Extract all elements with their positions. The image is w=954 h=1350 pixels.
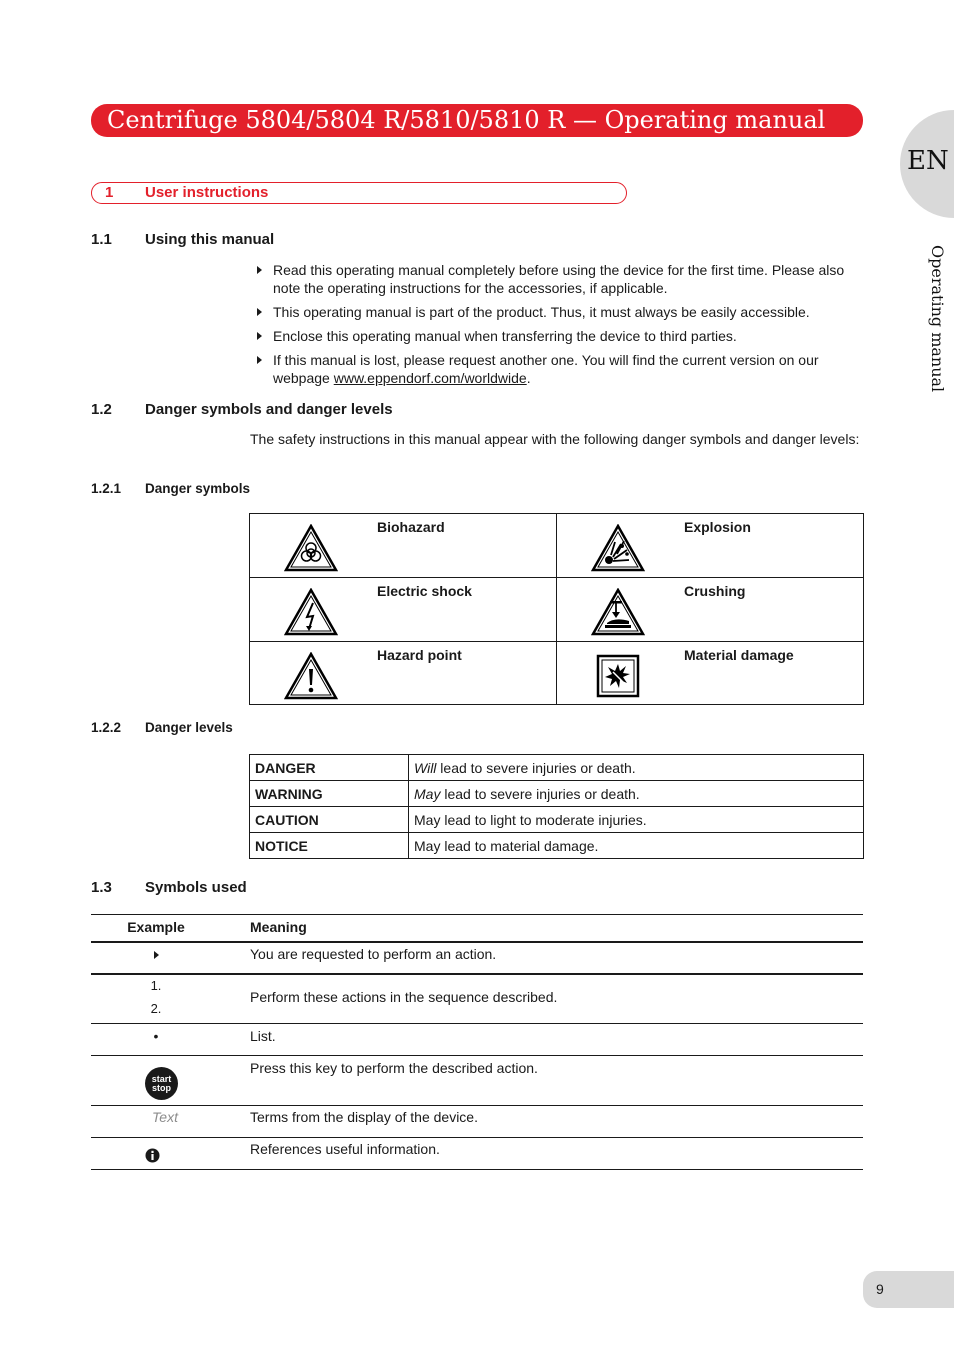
table-row bbox=[250, 781, 864, 807]
example-step-1: 1. bbox=[150, 978, 162, 993]
chapter-heading bbox=[91, 182, 627, 204]
level-key: WARNING bbox=[250, 781, 409, 807]
display-text-example: Text bbox=[152, 1109, 178, 1125]
danger-symbol-cell bbox=[557, 578, 863, 641]
list-bullet-icon: • bbox=[153, 1028, 159, 1044]
table-rule bbox=[91, 941, 863, 943]
info-icon bbox=[145, 1148, 160, 1163]
danger-levels-table bbox=[249, 754, 864, 859]
chapter-number: 1 bbox=[105, 184, 114, 201]
level-description bbox=[409, 781, 864, 807]
key-label-bottom: stop bbox=[152, 1083, 171, 1093]
table-rule bbox=[91, 1023, 863, 1024]
symbol-label: Crushing bbox=[684, 583, 746, 599]
danger-symbol-cell bbox=[557, 642, 863, 705]
meaning-text: You are requested to perform an action. bbox=[250, 946, 497, 962]
column-header-example: Example bbox=[127, 919, 185, 935]
page-header-title: Centrifuge 5804/5804 R/5810/5810 R — Operating manual bbox=[91, 104, 863, 137]
section-number-1-2: 1.2 bbox=[91, 401, 112, 418]
biohazard-icon bbox=[284, 524, 338, 572]
meaning-text: References useful information. bbox=[250, 1141, 440, 1157]
symbol-label: Biohazard bbox=[377, 519, 445, 535]
subsection-title-1-2-2: Danger levels bbox=[145, 720, 233, 735]
explosion-icon bbox=[591, 524, 645, 572]
crushing-icon bbox=[591, 588, 645, 636]
table-rule bbox=[91, 1169, 863, 1170]
column-header-meaning: Meaning bbox=[250, 919, 307, 935]
bullet-text bbox=[273, 351, 863, 387]
section-intro: The safety instructions in this manual appear with the following danger symbols and danger levels: bbox=[250, 431, 860, 447]
level-description: May lead to material damage. bbox=[409, 833, 864, 859]
action-arrow-icon bbox=[257, 308, 262, 316]
level-key: DANGER bbox=[250, 755, 409, 781]
section-number-1-1: 1.1 bbox=[91, 231, 112, 248]
section-title-1-1: Using this manual bbox=[145, 231, 275, 248]
key-label-top: start bbox=[151, 1074, 172, 1084]
material-damage-icon bbox=[591, 652, 645, 700]
level-emphasis: Will bbox=[414, 759, 437, 776]
language-label: EN bbox=[907, 146, 949, 176]
chapter-title: User instructions bbox=[145, 184, 269, 201]
start-stop-key-icon bbox=[145, 1067, 178, 1100]
bullet-text: Enclose this operating manual when transferring the device to third parties. bbox=[273, 328, 737, 344]
table-rule bbox=[91, 973, 863, 975]
level-text: lead to severe injuries or death. bbox=[440, 785, 640, 802]
table-rule bbox=[91, 1055, 863, 1056]
action-arrow-icon bbox=[257, 332, 262, 340]
danger-symbols-table bbox=[249, 513, 864, 705]
table-row bbox=[250, 833, 864, 859]
table-rule bbox=[91, 1105, 863, 1106]
example-step-2: 2. bbox=[150, 1001, 162, 1016]
hazard-point-icon bbox=[284, 652, 338, 700]
action-arrow-icon bbox=[154, 951, 159, 959]
symbol-label: Hazard point bbox=[377, 647, 462, 663]
bullet-text: Read this operating manual completely before using the device for the first time. Please also note the operating instructions for the accessories, if applicable. bbox=[273, 262, 845, 296]
level-description bbox=[409, 755, 864, 781]
bullet-text: This operating manual is part of the product. Thus, it must always be easily accessible. bbox=[273, 304, 810, 320]
action-arrow-icon bbox=[257, 266, 262, 274]
action-arrow-icon bbox=[257, 356, 262, 364]
subsection-number-1-2-2: 1.2.2 bbox=[91, 720, 122, 735]
danger-symbol-cell bbox=[250, 642, 556, 705]
section-title-1-3: Symbols used bbox=[145, 879, 247, 896]
danger-symbol-cell bbox=[250, 514, 556, 577]
level-emphasis: May bbox=[414, 785, 441, 802]
symbol-label: Electric shock bbox=[377, 583, 472, 599]
level-key: NOTICE bbox=[250, 833, 409, 859]
bullet-text-pre: If this manual is lost, please request another one. You will find the current version on our webpage bbox=[273, 352, 819, 386]
bullet-text-post: . bbox=[526, 370, 531, 386]
sidebar-section-label: Operating manual bbox=[928, 245, 947, 393]
electric-shock-icon bbox=[284, 588, 338, 636]
meaning-text: Perform these actions in the sequence described. bbox=[250, 989, 558, 1005]
section-title-1-2: Danger symbols and danger levels bbox=[145, 401, 393, 418]
table-row bbox=[250, 807, 864, 833]
website-link[interactable]: www.eppendorf.com/worldwide bbox=[333, 370, 527, 386]
level-key: CAUTION bbox=[250, 807, 409, 833]
section-number-1-3: 1.3 bbox=[91, 879, 112, 896]
symbol-label: Explosion bbox=[684, 519, 751, 535]
meaning-text: Press this key to perform the described action. bbox=[250, 1060, 538, 1076]
subsection-number-1-2-1: 1.2.1 bbox=[91, 481, 122, 496]
danger-symbol-cell bbox=[557, 514, 863, 577]
table-rule bbox=[91, 1137, 863, 1138]
meaning-text: List. bbox=[250, 1028, 276, 1044]
table-rule bbox=[91, 914, 863, 915]
table-row bbox=[250, 755, 864, 781]
meaning-text: Terms from the display of the device. bbox=[250, 1109, 478, 1125]
level-description: May lead to light to moderate injuries. bbox=[409, 807, 864, 833]
subsection-title-1-2-1: Danger symbols bbox=[145, 481, 251, 496]
symbol-label: Material damage bbox=[684, 647, 794, 663]
danger-symbol-cell bbox=[250, 578, 556, 641]
page-number: 9 bbox=[876, 1281, 884, 1297]
level-text: lead to severe injuries or death. bbox=[436, 759, 636, 776]
